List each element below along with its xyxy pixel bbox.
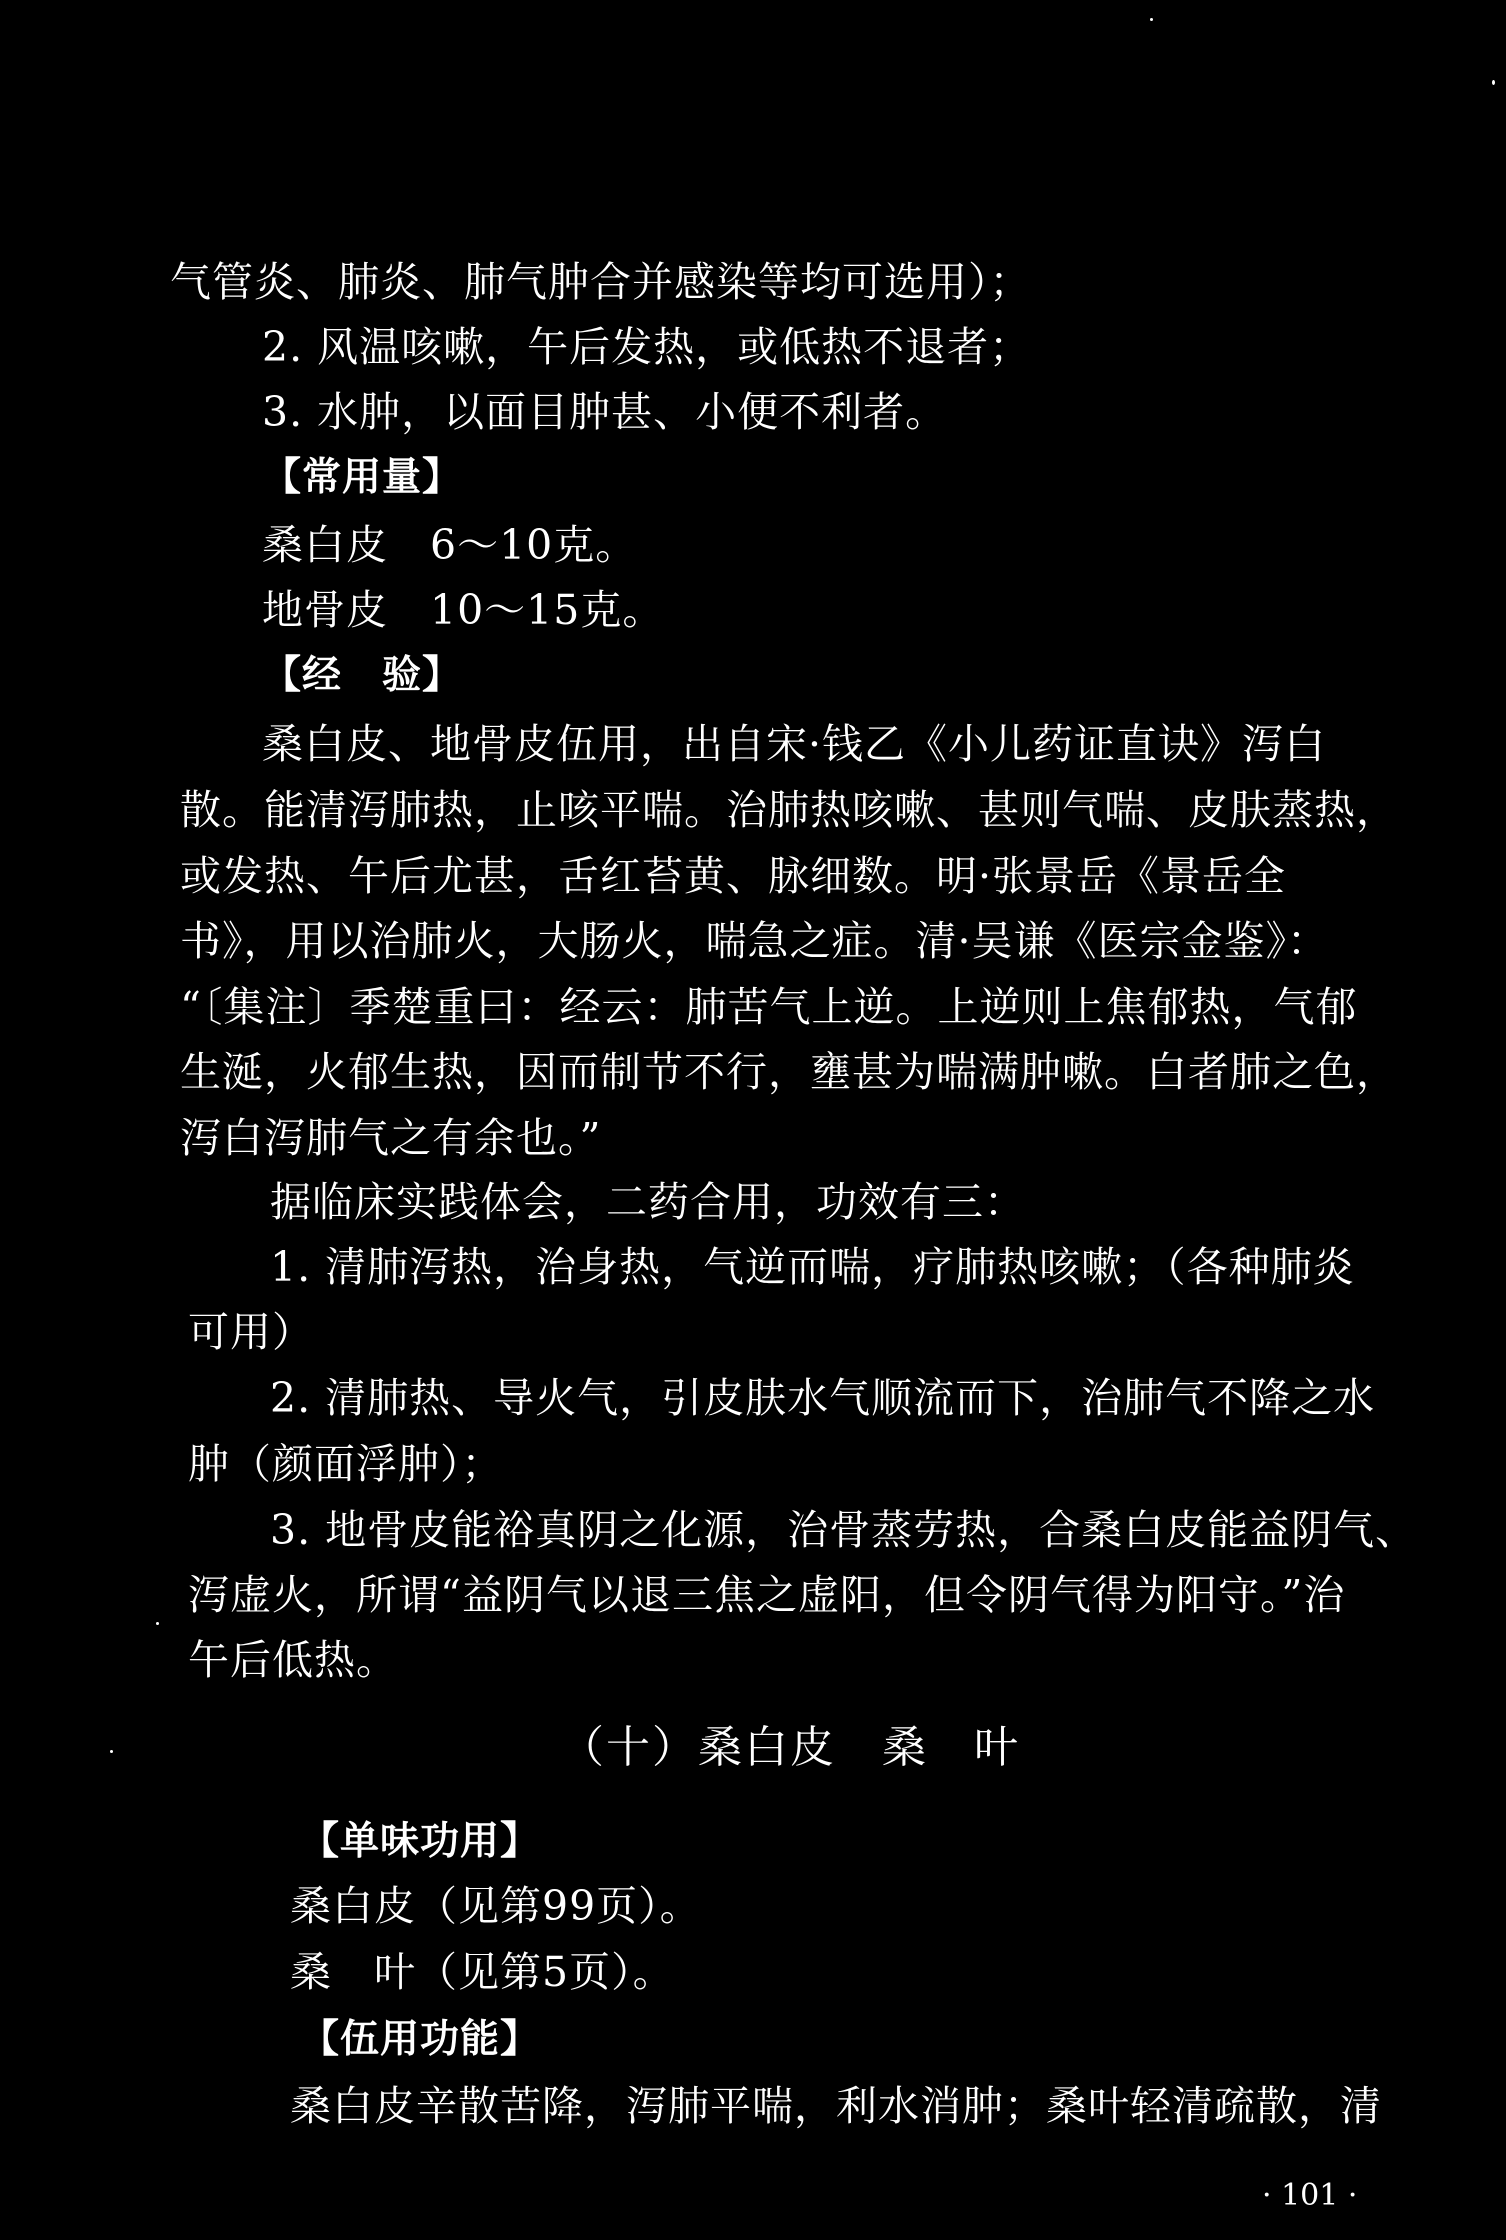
paragraph-line: 桑白皮、地骨皮伍用，出自宋·钱乙《小儿药证直诀》泻白 [262,720,1327,768]
paragraph-line: 或发热、午后尤甚，舌红苔黄、脉细数。明·张景岳《景岳全 [180,852,1287,900]
heading-dosage: 【常用量】 [262,455,463,500]
paragraph-line: 书》，用以治肺火，大肠火，喘急之症。清·吴谦《医宗金鉴》： [180,917,1330,965]
text-line: 气管炎、肺炎、肺气肿合并感染等均可选用）； [170,258,1032,306]
scan-speck [110,1750,113,1753]
paragraph-line: 3. 地骨皮能裕真阴之化源，治骨蒸劳热，合桑白皮能益阴气、 [270,1506,1418,1554]
scan-speck [156,1622,159,1625]
paragraph-line: 1. 清肺泻热，治身热，气逆而喘，疗肺热咳嗽；（各种肺炎 [270,1243,1355,1291]
paragraph-line: 午后低热。 [188,1636,398,1684]
paragraph-line: 2. 清肺热、导火气，引皮肤水气顺流而下，治肺气不降之水 [270,1374,1376,1422]
heading-combined-function: 【伍用功能】 [300,2017,541,2062]
list-item-2: 2. 风温咳嗽，午后发热，或低热不退者； [262,323,1032,371]
scan-speck [1150,18,1153,21]
paragraph-line: “〔集注〕季楚重曰：经云：肺苦气上逆。上逆则上焦郁热，气郁 [180,983,1358,1031]
dosage-line: 桑白皮 6～10克。 [262,521,638,569]
list-item-3: 3. 水肿，以面目肿甚、小便不利者。 [262,388,948,436]
reference-line: 桑白皮（见第99页）。 [290,1882,702,1930]
page-number: · 101 · [1262,2178,1358,2213]
section-title: （十）桑白皮 桑 叶 [560,1722,1020,1773]
paragraph-line: 泻虚火，所谓“益阴气以退三焦之虚阳，但令阴气得为阳守。”治 [188,1571,1346,1619]
paragraph-line: 据临床实践体会，二药合用，功效有三： [270,1178,1026,1226]
paragraph-line: 肿（颜面浮肿）； [188,1440,504,1488]
paragraph-line: 桑白皮辛散苦降，泻肺平喘，利水消肿；桑叶轻清疏散，清 [290,2082,1382,2130]
paragraph-line: 泻白泻肺气之有余也。” [180,1114,602,1162]
reference-line: 桑 叶（见第5页）。 [290,1948,675,1996]
paragraph-line: 可用） [188,1308,314,1356]
heading-single-function: 【单味功用】 [300,1819,541,1864]
paragraph-line: 散。能清泻肺热，止咳平喘。治肺热咳嗽、甚则气喘、皮肤蒸热， [180,786,1398,834]
paragraph-line: 生涎，火郁生热，因而制节不行，壅甚为喘满肿嗽。白者肺之色， [180,1048,1398,1096]
scan-speck [1492,80,1495,85]
dosage-line: 地骨皮 10～15克。 [262,586,665,634]
heading-experience: 【经 验】 [262,653,463,698]
